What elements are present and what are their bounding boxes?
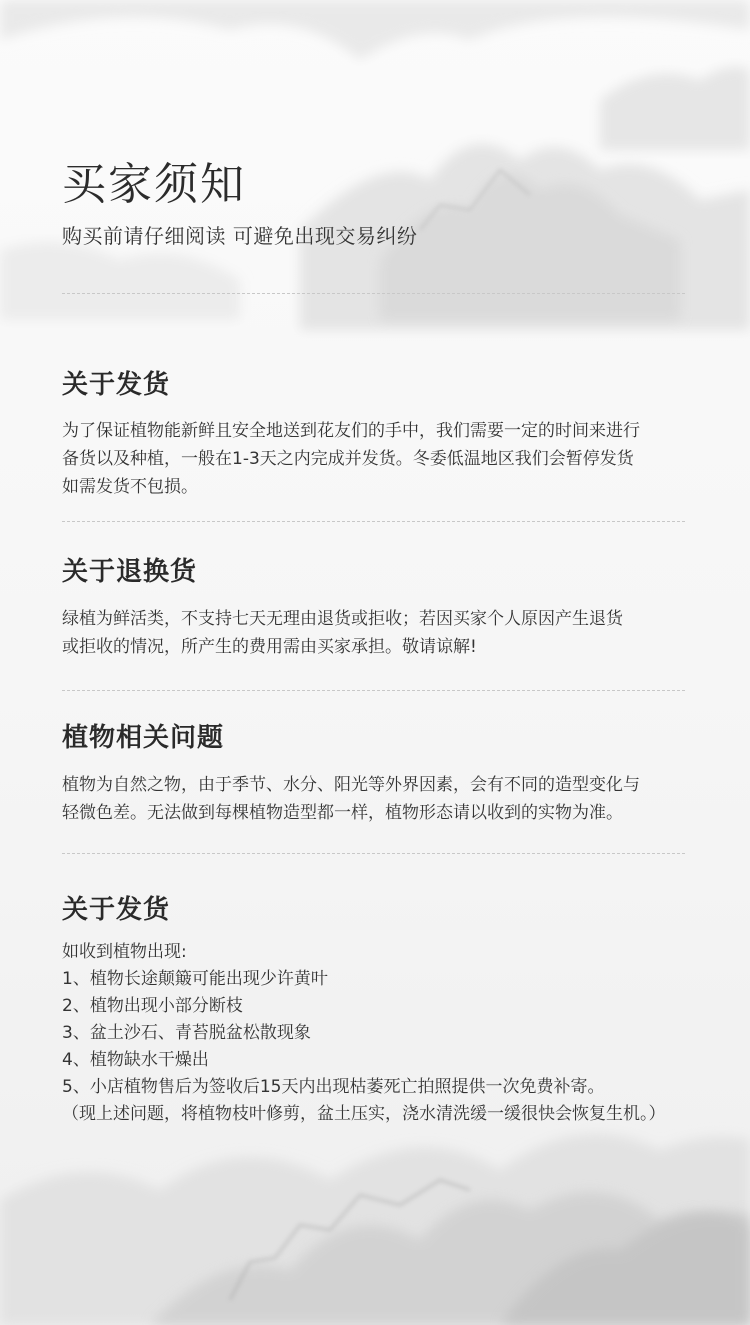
section-text-shipping: [62, 417, 702, 501]
divider: [62, 521, 685, 522]
section-title-shipping-issues: 关于发货: [62, 895, 171, 925]
text-line: 为了保证植物能新鲜且安全地送到花友们的手中，我们需要一定的时间来进行: [62, 421, 640, 441]
list-item: 4、植物缺水干燥出: [62, 1050, 209, 1070]
text-line: 备货以及种植，一般在1-3天之内完成并发货。冬委低温地区我们会暂停发货: [62, 449, 634, 469]
list-item: 3、盆土沙石、青苔脱盆松散现象: [62, 1023, 311, 1043]
text-line: 植物为自然之物，由于季节、水分、阳光等外界因素，会有不同的造型变化与: [62, 775, 640, 795]
text-line: 绿植为鲜活类，不支持七天无理由退货或拒收；若因买家个人原因产生退货: [62, 609, 623, 629]
section-title-returns: 关于退换货: [62, 557, 198, 587]
section-text-returns: [62, 605, 702, 661]
list-note: （现上述问题，将植物枝叶修剪，盆土压实，浇水清洗缓一缓很快会恢复生机。）: [62, 1104, 666, 1124]
divider: [62, 853, 685, 854]
section-title-plant-issues: 植物相关问题: [62, 723, 225, 753]
list-item: 5、小店植物售后为签收后15天内出现枯萎死亡拍照提供一次免费补寄。: [62, 1077, 605, 1097]
text-line: 轻微色差。无法做到每棵植物造型都一样，植物形态请以收到的实物为准。: [62, 803, 623, 823]
section-text-plant-issues: [62, 771, 702, 827]
page-title: 买家须知: [62, 159, 246, 210]
section-title-shipping: 关于发货: [62, 370, 171, 400]
list-intro: 如收到植物出现:: [62, 942, 187, 962]
section-list-shipping-issues: [62, 939, 722, 1128]
list-item: 2、植物出现小部分断枝: [62, 996, 243, 1016]
divider: [62, 293, 685, 294]
list-item: 1、植物长途颠簸可能出现少许黄叶: [62, 969, 328, 989]
text-line: 如需发货不包损。: [62, 477, 198, 497]
divider: [62, 690, 685, 691]
page-subtitle: 购买前请仔细阅读 可避免出现交易纠纷: [62, 224, 418, 248]
text-line: 或拒收的情况，所产生的费用需由买家承担。敬请谅解!: [62, 637, 477, 657]
